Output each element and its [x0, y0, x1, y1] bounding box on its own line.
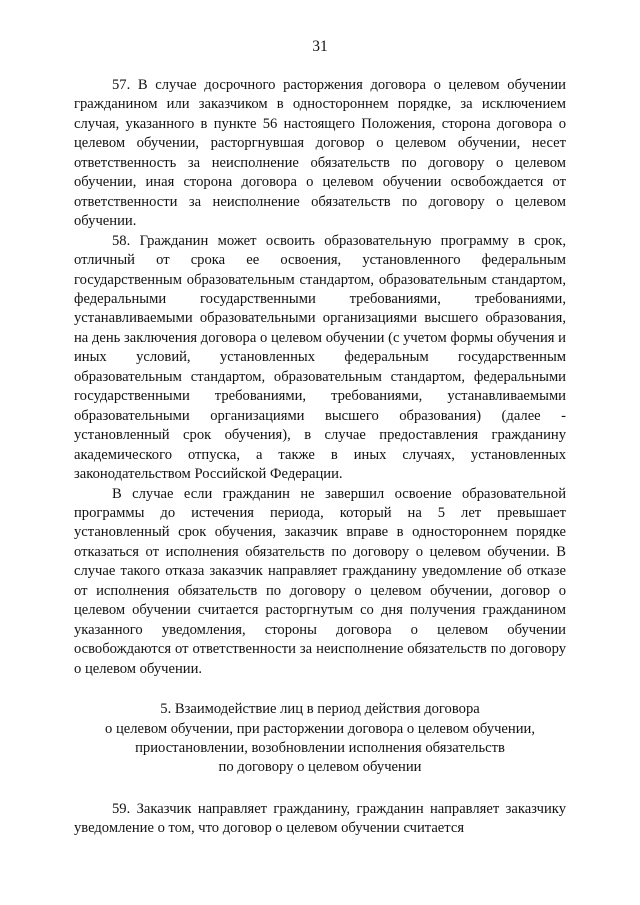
document-body [74, 76, 566, 839]
paragraph-58: 58. Гражданин может освоить образовательную программу в срок, отличный от срока ее освоения, установленного федеральным государственным образовательным стандартом, образовательным стандартом, федеральными государственными требованиями, требованиями, устанавливаемыми образовательными организациями высшего образования, на день заключения договора о целевом обучении (с учетом формы обучения и иных условий, установленных федеральным государственным образовательным стандартом, образовательным стандартом, федеральными государственными требованиями, требованиями, устанавливаемыми образовательными организациями высшего образования) (далее - установленный срок обучения), в случае предоставления гражданину академического отпуска, а также в иных случаях, установленных законодательством Российской Федерации. [74, 232, 566, 483]
section-heading-line: по договору о целевом обучении [218, 759, 422, 776]
page-number: 31 [312, 38, 328, 55]
paragraph-58-continuation: В случае если гражданин не завершил освоение образовательной программы до истечения периода, который на 5 лет превышает установленный срок обучения, заказчик вправе в одностороннем порядке отказаться от исполнения обязательств по договору о целевом обучении. В случае такого отказа заказчик направляет гражданину уведомление об отказе от исполнения обязательств по договору о целевом обучении, договор о целевом обучении считается расторгнутым со дня получения гражданином указанного уведомления, стороны договора о целевом обучении освобождаются от ответственности за неисполнение обязательств по договору о целевом обучении. [74, 485, 566, 677]
section-heading-line: о целевом обучении, при расторжении договора о целевом обучении, [105, 720, 535, 737]
paragraph-59: 59. Заказчик направляет гражданину, гражданин направляет заказчику уведомление о том, что договор о целевом обучении считается [74, 800, 566, 837]
section-heading [74, 700, 566, 778]
section-heading-line: 5. Взаимодействие лиц в период действия договора [160, 701, 480, 718]
paragraph-57: 57. В случае досрочного расторжения договора о целевом обучении гражданином или заказчиком в одностороннем порядке, за исключением случая, указанного в пункте 56 настоящего Положения, сторона договора о целевом обучении, расторгнувшая договор о целевом обучении, несет ответственность за неисполнение обязательств по договору о целевом обучении, иная сторона договора о целевом обучении освобождается от ответственности за неисполнение обязательств по договору о целевом обучении. [74, 77, 566, 230]
section-heading-line: приостановлении, возобновлении исполнения обязательств [135, 739, 505, 756]
